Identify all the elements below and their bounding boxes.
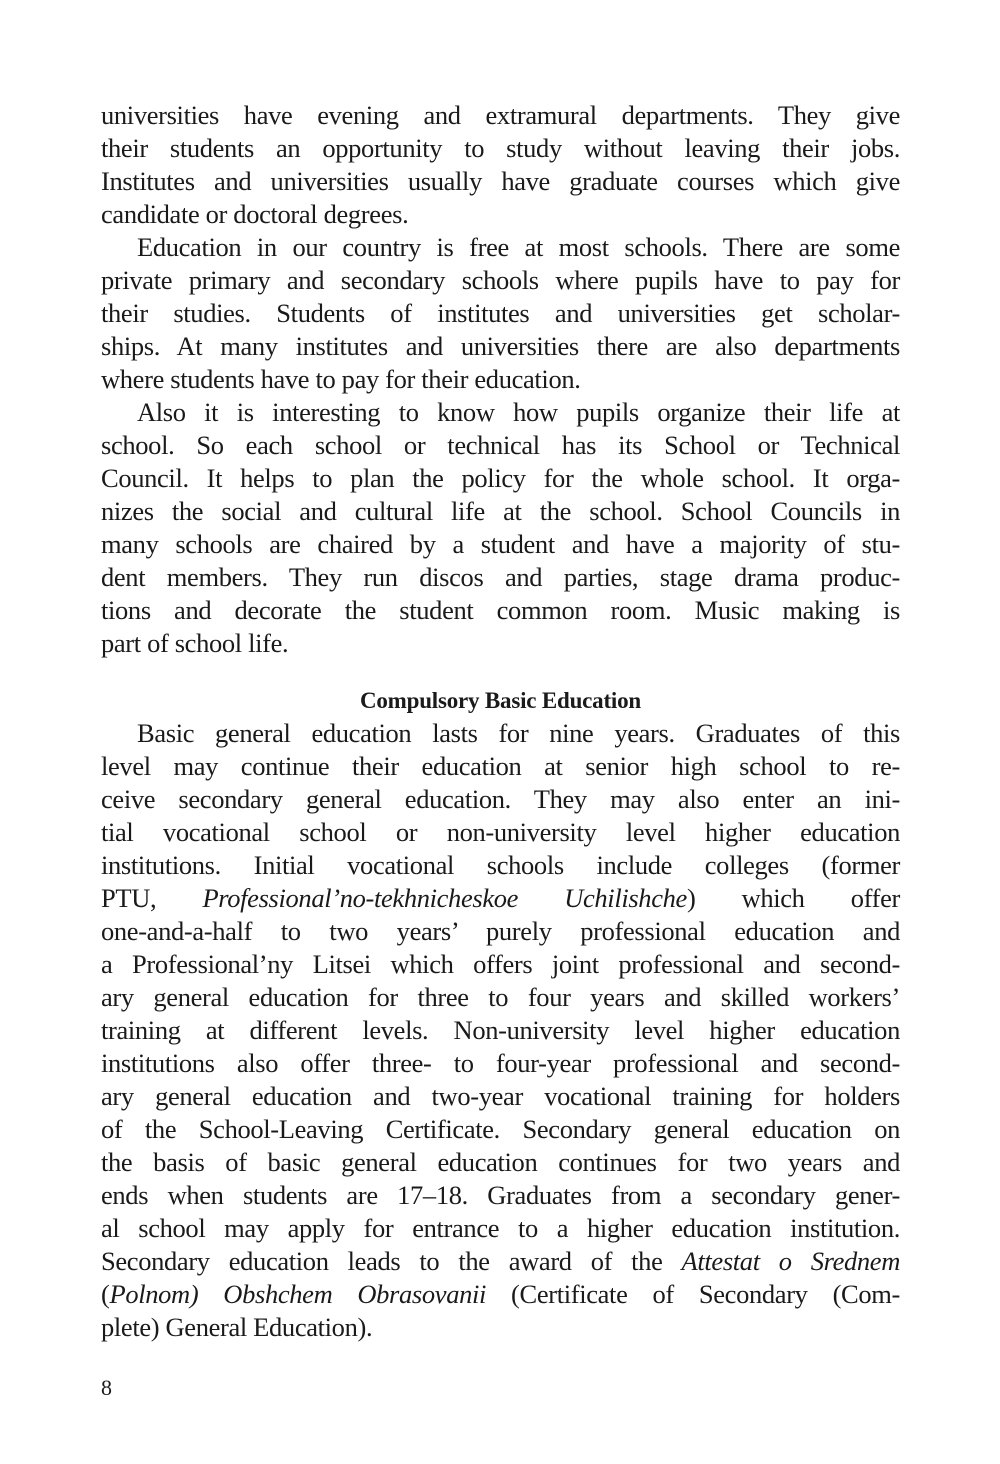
italic-term: Professional’no-tekhnicheskoe Uchilishche	[202, 883, 687, 913]
section-paragraph	[101, 717, 900, 1344]
text-line: ary general education for three to four years and skilled workers’	[101, 982, 900, 1012]
paragraph-3	[101, 396, 900, 660]
text-line: al school may apply for entrance to a higher education institution.	[101, 1213, 900, 1243]
text-line: institutions. Initial vocational schools include colleges (former	[101, 850, 900, 880]
text-run: (Certificate of Secondary (Com-	[486, 1279, 901, 1309]
text-line: school. So each school or technical has its School or Technical	[101, 430, 900, 460]
text-run: PTU,	[101, 883, 203, 913]
text-line: universities have evening and extramural departments. They give	[101, 100, 900, 130]
section-heading: Compulsory Basic Education	[359, 688, 642, 713]
text-line: a Professional’ny Litsei which offers joint professional and second-	[101, 949, 900, 979]
text-line: many schools are chaired by a student and have a majority of stu-	[101, 529, 900, 559]
text-line: institutions also offer three- to four-year professional and second-	[101, 1048, 900, 1078]
text-line: Also it is interesting to know how pupils organize their life at	[137, 397, 900, 427]
text-line: Basic general education lasts for nine years. Graduates of this	[137, 718, 900, 748]
text-line: Institutes and universities usually have graduate courses which give	[101, 166, 900, 196]
text-line-mixed	[101, 1245, 900, 1278]
text-line-mixed	[101, 882, 900, 915]
text-line: the basis of basic general education continues for two years and	[101, 1147, 900, 1177]
page-number: 8	[101, 1375, 112, 1400]
text-line: ary general education and two-year vocational training for holders	[101, 1081, 900, 1111]
text-line: tial vocational school or non-university level higher education	[101, 817, 900, 847]
text-line: Education in our country is free at most schools. There are some	[137, 232, 900, 262]
italic-term: Attestat o Srednem	[681, 1246, 900, 1276]
text-line: their students an opportunity to study without leaving their jobs.	[101, 133, 900, 163]
text-line: ceive secondary general education. They may also enter an ini-	[101, 784, 900, 814]
paragraph-1	[101, 99, 900, 231]
italic-term: Polnom) Obshchem Obrasovanii	[109, 1279, 487, 1309]
text-line: candidate or doctoral degrees.	[101, 199, 409, 229]
text-line: one-and-a-half to two years’ purely professional education and	[101, 916, 900, 946]
text-line-mixed	[101, 1278, 900, 1311]
text-line: tions and decorate the student common room. Music making is	[101, 595, 900, 625]
text-line: ends when students are 17–18. Graduates from a secondary gener-	[101, 1180, 900, 1210]
text-line: of the School-Leaving Certificate. Secondary general education on	[101, 1114, 900, 1144]
text-line: private primary and secondary schools where pupils have to pay for	[101, 265, 900, 295]
text-line: part of school life.	[101, 628, 289, 658]
book-page	[101, 99, 900, 1344]
paragraph-2	[101, 231, 900, 396]
text-line: ships. At many institutes and universities there are also departments	[101, 331, 900, 361]
text-line: level may continue their education at senior high school to re-	[101, 751, 900, 781]
text-line: their studies. Students of institutes and universities get scholar-	[101, 298, 900, 328]
text-line: where students have to pay for their education.	[101, 364, 581, 394]
text-line: plete) General Education).	[101, 1312, 373, 1342]
text-line: training at different levels. Non-university level higher education	[101, 1015, 900, 1045]
text-run: (	[101, 1279, 110, 1309]
text-line: dent members. They run discos and parties, stage drama produc-	[101, 562, 900, 592]
text-run: ) which offer	[686, 883, 900, 913]
text-run: Secondary education leads to the award of the	[101, 1246, 682, 1276]
text-line: Council. It helps to plan the policy for the whole school. It orga-	[101, 463, 900, 493]
text-line: nizes the social and cultural life at the school. School Councils in	[101, 496, 900, 526]
